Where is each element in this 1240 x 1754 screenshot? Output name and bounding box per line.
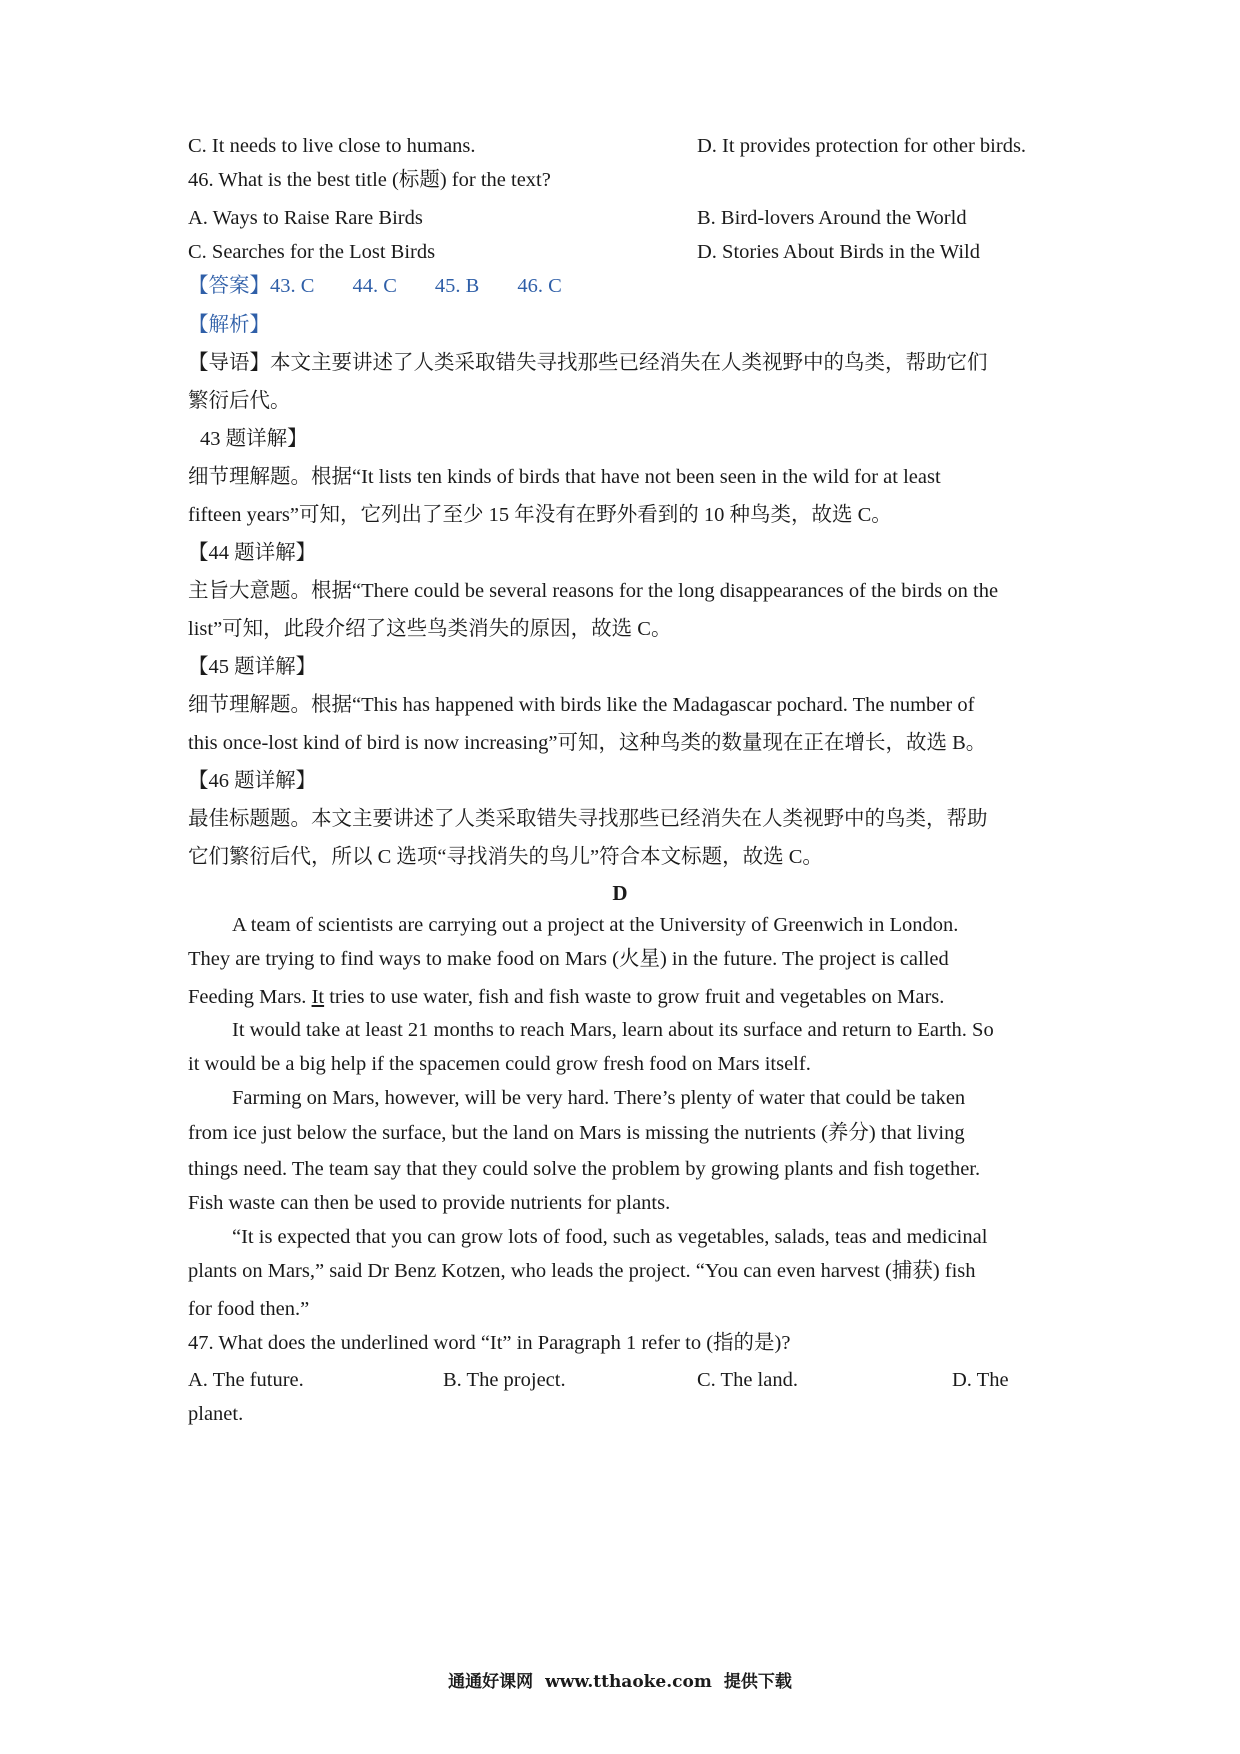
page-footer (0, 1667, 1240, 1692)
footer-note: 提供下载 (723, 1672, 792, 1692)
q46-option-a: A. Ways to Raise Rare Birds (188, 207, 423, 229)
q45-detail-line-2: this once-lost kind of bird is now increasing”可知，这种鸟类的数量现在正在增长，故选 B。 (188, 732, 987, 754)
q47-option-d: D. The (952, 1369, 1009, 1391)
q43-detail-line-1: 细节理解题。根据“It lists ten kinds of birds that have not been seen in the wild for at least (188, 466, 941, 488)
passage-p1-line-3-pre: Feeding Mars. (188, 986, 312, 1008)
intro-line-2: 繁衍后代。 (188, 390, 291, 412)
q47-option-a: A. The future. (188, 1369, 304, 1391)
q45-option-c: C. It needs to live close to humans. (188, 135, 476, 157)
q45-option-d: D. It provides protection for other birds. (697, 135, 1027, 157)
q45-detail-heading: 【45 题详解】 (188, 656, 317, 678)
passage-p1-line-1: A team of scientists are carrying out a project at the University of Greenwich in London. (232, 914, 959, 936)
answer-44: 44. C (352, 275, 397, 297)
q46-detail-line-2: 它们繁衍后代，所以 C 选项“寻找消失的鸟儿”符合本文标题，故选 C。 (188, 846, 823, 868)
passage-p1-line-2: They are trying to find ways to make food on Mars (火星) in the future. The project is called (188, 948, 949, 970)
answer-46: 46. C (517, 275, 562, 297)
answer-label: 【答案】 (188, 275, 270, 297)
q47-option-c: C. The land. (697, 1369, 798, 1391)
passage-p2-line-1: It would take at least 21 months to reach Mars, learn about its surface and return to Earth. So (232, 1019, 994, 1041)
footer-site-name: 通通好课网 (448, 1672, 534, 1692)
footer-url[interactable]: www.tthaoke.com (545, 1672, 712, 1692)
q46-detail-line-1: 最佳标题题。本文主要讲述了人类采取错失寻找那些已经消失在人类视野中的鸟类，帮助 (188, 808, 988, 830)
q44-detail-heading: 【44 题详解】 (188, 542, 317, 564)
q46-detail-heading: 【46 题详解】 (188, 770, 317, 792)
q47-stem: 47. What does the underlined word “It” in Paragraph 1 refer to (指的是)? (188, 1332, 791, 1354)
q44-detail-line-2: list”可知，此段介绍了这些鸟类消失的原因，故选 C。 (188, 618, 672, 640)
q47-option-b: B. The project. (443, 1369, 566, 1391)
q46-option-c: C. Searches for the Lost Birds (188, 241, 436, 263)
passage-p3-line-2: from ice just below the surface, but the land on Mars is missing the nutrients (养分) that living (188, 1122, 965, 1144)
answer-45: 45. B (434, 275, 480, 297)
passage-p1-line-3-post: tries to use water, fish and fish waste to grow fruit and vegetables on Mars. (324, 986, 945, 1008)
q47-option-d-continued: planet. (188, 1403, 244, 1425)
passage-p3-line-4: Fish waste can then be used to provide nutrients for plants. (188, 1192, 671, 1214)
intro-line-1: 【导语】本文主要讲述了人类采取错失寻找那些已经消失在人类视野中的鸟类，帮助它们 (188, 352, 988, 374)
underlined-word-it: It (311, 986, 325, 1008)
q44-detail-line-1: 主旨大意题。根据“There could be several reasons for the long disappearances of the birds on the (188, 580, 999, 602)
q46-option-b: B. Bird-lovers Around the World (697, 207, 967, 229)
q46-stem: 46. What is the best title (标题) for the text? (188, 169, 551, 191)
passage-p4-line-2: plants on Mars,” said Dr Benz Kotzen, who leads the project. “You can even harvest (捕获) fish (188, 1260, 976, 1282)
passage-p4-line-1: “It is expected that you can grow lots of food, such as vegetables, salads, teas and medicinal (232, 1226, 988, 1248)
answer-43: 43. C (270, 275, 315, 297)
q46-option-d: D. Stories About Birds in the Wild (697, 241, 980, 263)
analysis-label: 【解析】 (188, 314, 270, 336)
passage-p4-line-3: for food then.” (188, 1298, 310, 1320)
passage-d-title: D (612, 881, 628, 905)
q43-detail-heading: 43 题详解】 (200, 428, 308, 450)
passage-p3-line-1: Farming on Mars, however, will be very hard. There’s plenty of water that could be taken (232, 1087, 966, 1109)
q43-detail-line-2: fifteen years”可知，它列出了至少 15 年没有在野外看到的 10 种鸟类，故选 C。 (188, 504, 892, 526)
passage-p1-line-3 (188, 983, 944, 1011)
q45-detail-line-1: 细节理解题。根据“This has happened with birds like the Madagascar pochard. The number of (188, 694, 975, 716)
answer-line (188, 272, 600, 300)
passage-p2-line-2: it would be a big help if the spacemen could grow fresh food on Mars itself. (188, 1053, 811, 1075)
passage-p3-line-3: things need. The team say that they could solve the problem by growing plants and fish together. (188, 1158, 981, 1180)
